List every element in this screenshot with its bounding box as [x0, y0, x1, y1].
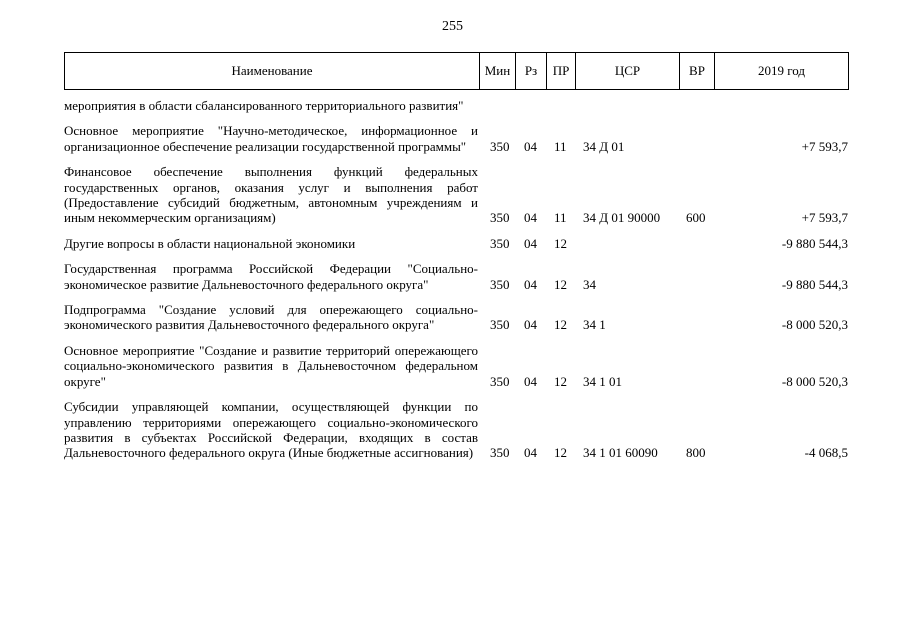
row-value: -9 880 544,3: [781, 276, 848, 292]
row-value: +7 593,7: [801, 210, 848, 226]
page-number: 255: [442, 19, 463, 34]
table-row: [64, 399, 848, 461]
row-name: Субсидии управляющей компании, осуществляющей функции по управлению территориями опережающего социально-экономического развития в субъектах Российской Федерации, входящих в состав Дальневосточного федерального округа (Иные бюджетные ассигнования): [64, 399, 478, 461]
column-header-pr: ПР: [547, 53, 576, 90]
table-row: [64, 123, 848, 154]
table-row: [64, 98, 848, 113]
table-row: [64, 261, 848, 292]
row-csr: 34 1: [583, 317, 606, 333]
column-header-csr: ЦСР: [576, 53, 680, 90]
row-rz: 04: [524, 445, 537, 461]
row-name: Финансовое обеспечение выполнения функций федеральных государственных органов, оказания услуг и выполнения работ (Предоставление субсидий бюджетным, автономным учреждениям и иным некоммерческим организациям): [64, 164, 478, 226]
row-csr: 34 1 01 60090: [583, 445, 658, 461]
row-vr: 800: [686, 445, 706, 461]
column-header-min: Мин: [480, 53, 516, 90]
row-rz: 04: [524, 210, 537, 226]
row-pr: 12: [554, 235, 567, 251]
table-row: [64, 164, 848, 226]
row-csr: 34: [583, 276, 596, 292]
row-name: Другие вопросы в области национальной экономики: [64, 235, 356, 251]
table-row: [64, 236, 848, 251]
table-row: [64, 343, 848, 389]
row-rz: 04: [524, 276, 537, 292]
row-min: 350: [490, 138, 510, 154]
table-body: [64, 98, 848, 471]
row-name: Подпрограмма "Создание условий для опережающего социально-экономического развития Дальневосточного федерального округа": [64, 302, 478, 333]
row-csr: 34 1 01: [583, 373, 622, 389]
row-value: -9 880 544,3: [781, 235, 848, 251]
column-header-vr: ВР: [680, 53, 715, 90]
row-name: мероприятия в области сбалансированного территориального развития": [64, 98, 464, 113]
row-min: 350: [490, 210, 510, 226]
row-pr: 12: [554, 373, 567, 389]
row-min: 350: [490, 235, 510, 251]
row-value: -8 000 520,3: [781, 373, 848, 389]
row-name: Основное мероприятие "Научно-методическое, информационное и организационное обеспечение реализации государственной программы": [64, 123, 478, 154]
row-min: 350: [490, 276, 510, 292]
row-rz: 04: [524, 235, 537, 251]
row-pr: 11: [554, 138, 567, 154]
row-rz: 04: [524, 373, 537, 389]
row-name: Государственная программа Российской Федерации "Социально-экономическое развитие Дальневосточного федерального округа": [64, 261, 478, 292]
row-pr: 11: [554, 210, 567, 226]
column-header-name: Наименование: [65, 53, 480, 90]
row-csr: 34 Д 01: [583, 138, 625, 154]
table-row: [64, 302, 848, 333]
row-value: +7 593,7: [801, 138, 848, 154]
row-min: 350: [490, 373, 510, 389]
row-min: 350: [490, 317, 510, 333]
column-header-rz: Рз: [516, 53, 547, 90]
table-header: [64, 52, 849, 90]
row-min: 350: [490, 445, 510, 461]
row-value: -8 000 520,3: [781, 317, 848, 333]
row-pr: 12: [554, 445, 567, 461]
row-pr: 12: [554, 276, 567, 292]
row-rz: 04: [524, 138, 537, 154]
row-name: Основное мероприятие "Создание и развитие территорий опережающего социально-экономического развития в Дальневосточном федеральном округе": [64, 342, 478, 389]
row-csr: 34 Д 01 90000: [583, 210, 661, 226]
row-pr: 12: [554, 317, 567, 333]
row-vr: 600: [686, 210, 706, 226]
row-value: -4 068,5: [804, 445, 848, 461]
column-header-year: 2019 год: [715, 53, 849, 90]
row-rz: 04: [524, 317, 537, 333]
